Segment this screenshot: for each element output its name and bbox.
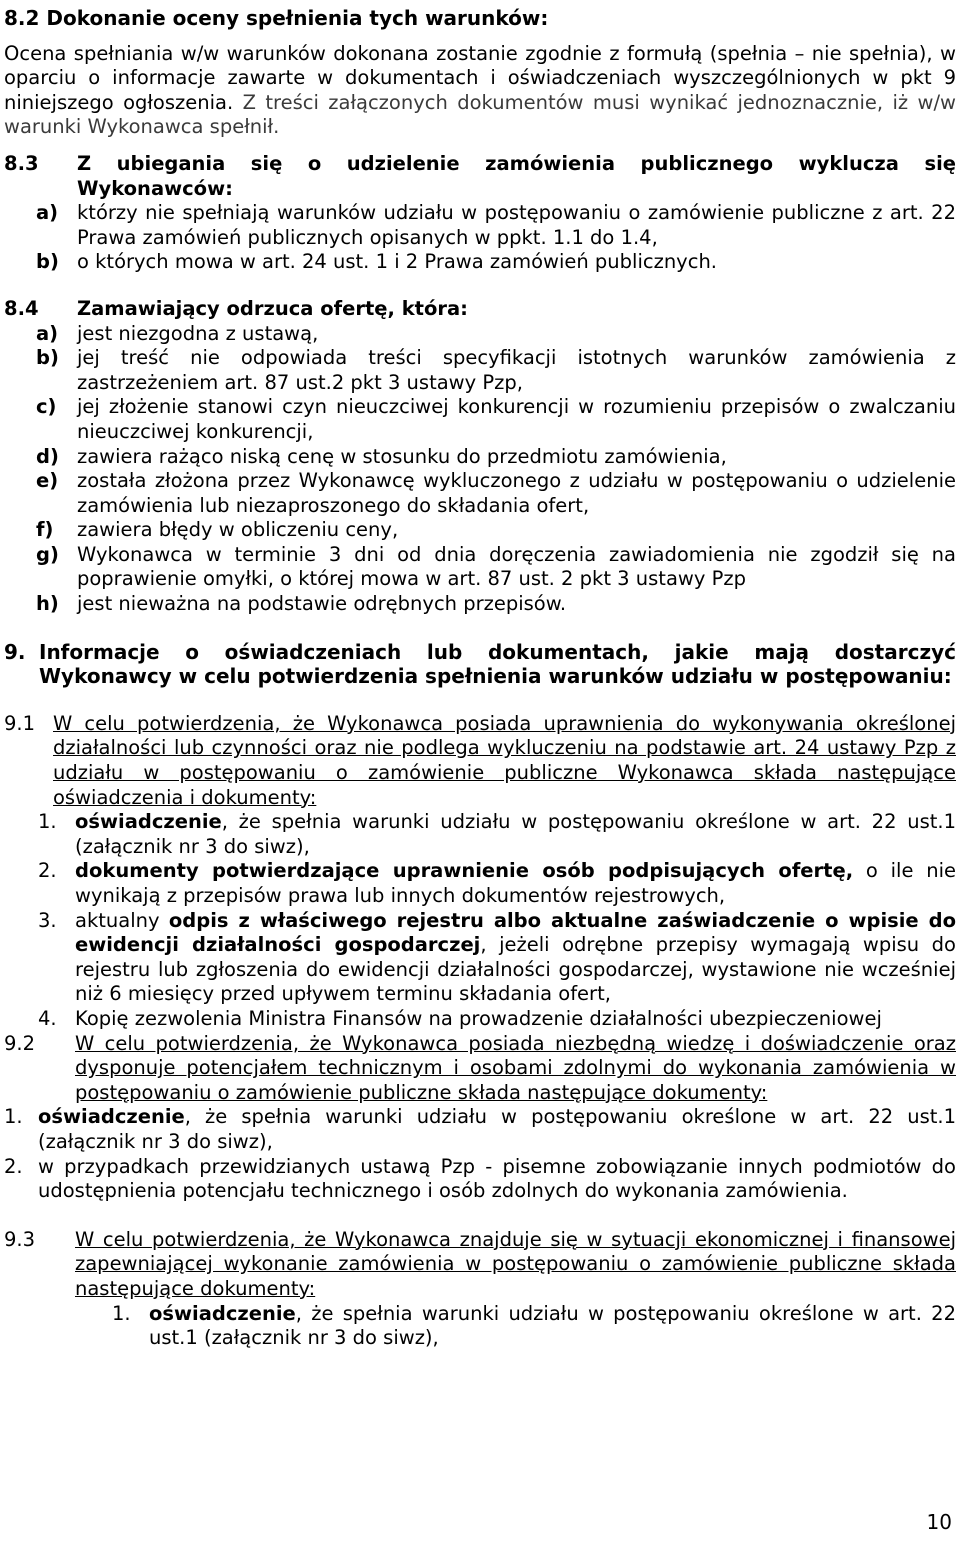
section-9-2-text: W celu potwierdzenia, że Wykonawca posiada niezbędną wiedzę i doświadczenie oraz dysponuje potencjałem technicznym i osobami zdolnymi do wykonania zamówienia w postępowaniu o zamówienie publiczne składa następujące dokumenty: <box>75 1031 956 1104</box>
list-item <box>4 592 956 617</box>
section-8-3 <box>4 152 956 275</box>
item-number: 4. <box>38 1006 57 1030</box>
item-text: , że spełnia warunki udziału w postępowaniu określone w art. 22 ust.1 (załącznik nr 3 do siwz), <box>149 1301 956 1350</box>
item-prefix: aktualny <box>75 908 169 932</box>
item-label: d) <box>36 444 59 468</box>
item-label: b) <box>36 250 59 274</box>
item-label: h) <box>36 592 59 616</box>
item-text: w przypadkach przewidzianych ustawą Pzp - pisemne zobowiązanie innych podmiotów do udostępnienia potencjału technicznego i osób zdolnych do wykonania zamówienia. <box>38 1154 956 1203</box>
item-text: , jeżeli odrębne przepisy wymagają wpisu do rejestru lub zgłoszenia do ewidencji działalności gospodarczej, wystawione nie wcześniej niż 6 miesięcy przed upływem terminu składania ofert, <box>75 933 956 1006</box>
section-9-1 <box>4 712 956 810</box>
section-8-4-title-text: Zamawiający odrzuca ofertę, która: <box>77 296 468 320</box>
item-bold: dokumenty potwierdzające uprawnienie osób podpisujących ofertę, <box>75 859 854 883</box>
item-text: jej treść nie odpowiada treści specyfikacji istotnych warunków zamówienia z zastrzeżeniem art. 87 ust.2 pkt 3 ustawy Pzp, <box>77 346 956 394</box>
item-number: 3. <box>38 908 57 932</box>
section-9-3-number: 9.3 <box>4 1227 36 1251</box>
item-text: jest nieważna na podstawie odrębnych przepisów. <box>77 592 567 616</box>
section-9-1-number: 9.1 <box>4 711 36 735</box>
section-8-3-number: 8.3 <box>4 151 39 175</box>
section-9-3 <box>4 1228 956 1302</box>
item-bold: oświadczenie <box>38 1105 185 1129</box>
list-item <box>4 322 956 347</box>
item-text: którzy nie spełniają warunków udziału w postępowaniu o zamówienie publiczne z art. 22 Prawa zamówień publicznych opisanych w ppkt. 1.1 do 1.4, <box>77 201 956 249</box>
item-text: , że spełnia warunki udziału w postępowaniu określone w art. 22 ust.1 (załącznik nr 3 do siwz), <box>75 810 956 858</box>
item-number: 2. <box>38 859 57 883</box>
item-text: , że spełnia warunki udziału w postępowaniu określone w art. 22 ust.1 (załącznik nr 3 do siwz), <box>38 1105 956 1153</box>
section-9-1-text: W celu potwierdzenia, że Wykonawca posiada uprawnienia do wykonywania określonej działalności lub czynności oraz nie podlega wykluczeniu na podstawie art. 24 ustawy Pzp z udziału w postępowaniu o zamówienie publiczne Wykonawca składa następujące oświadczenia i dokumenty: <box>53 711 956 809</box>
list-item <box>4 445 956 470</box>
item-text: o których mowa w art. 24 ust. 1 i 2 Prawa zamówień publicznych. <box>77 250 718 274</box>
section-8-4-number: 8.4 <box>4 296 39 320</box>
list-item <box>4 543 956 592</box>
section-8-3-title-text: Z ubiegania się o udzielenie zamówienia publicznego wyklucza się Wykonawców: <box>77 151 956 200</box>
item-number: 1. <box>112 1301 131 1325</box>
item-text: zawiera błędy w obliczeniu ceny, <box>77 518 399 542</box>
item-text: jej złożenie stanowi czyn nieuczciwej konkurencji w rozumieniu przepisów o zwalczaniu nieuczciwej konkurencji, <box>77 395 956 443</box>
item-label: f) <box>36 518 54 542</box>
list-item <box>4 469 956 518</box>
list-item <box>4 1007 956 1032</box>
item-text: została złożona przez Wykonawcę wykluczonego z udziału w postępowaniu o udzielenie zamówienia lub niezaproszonego do składania ofert, <box>77 469 956 517</box>
list-item <box>4 909 956 1007</box>
section-9-2-number: 9.2 <box>4 1031 36 1055</box>
section-9-2 <box>4 1032 956 1106</box>
list-item <box>4 859 956 908</box>
list-item <box>4 1155 956 1204</box>
item-number: 1. <box>38 810 57 834</box>
list-item <box>4 1105 956 1154</box>
list-item <box>4 810 956 859</box>
item-bold: oświadczenie <box>75 810 222 834</box>
section-8-2-paragraph <box>4 42 956 140</box>
item-label: a) <box>36 201 59 225</box>
list-item <box>4 395 956 444</box>
page-number: 10 <box>926 1510 952 1534</box>
section-8-4-title <box>4 297 956 322</box>
item-text: jest niezgodna z ustawą, <box>77 321 319 345</box>
list-item <box>4 518 956 543</box>
section-9-title: Informacje o oświadczeniach lub dokumentach, jakie mają dostarczyć Wykonawcy w celu potwierdzenia spełnienia warunków udziału w postępowaniu: <box>39 639 956 689</box>
item-label: a) <box>36 321 59 345</box>
list-item <box>4 250 956 275</box>
section-8-2-text-b: Z treści załączonych dokumentów musi wynikać jednoznacznie, iż w/w warunki Wykonawca spełnił. <box>4 90 956 139</box>
item-text: o ile nie wynikają z przepisów prawa lub innych dokumentów rejestrowych, <box>75 859 956 907</box>
section-9-number: 9. <box>4 639 26 664</box>
item-number: 2. <box>4 1154 23 1178</box>
item-label: b) <box>36 346 59 370</box>
section-8-2-text-a: Ocena spełniania w/w warunków dokonana zostanie zgodnie z formułą (spełnia – nie spełnia), w oparciu o informacje zawarte w dokumentach i oświadczeniach wyszczególnionych w pkt 9 niniejszego ogłoszenia. <box>4 41 956 114</box>
item-text: Wykonawca w terminie 3 dni od dnia doręczenia zawiadomienia nie zgodził się na poprawienie omyłki, o której mowa w art. 87 ust. 2 pkt 3 ustawy Pzp <box>77 542 956 591</box>
list-item <box>4 346 956 395</box>
item-text: zawiera rażąco niską cenę w stosunku do przedmiotu zamówienia, <box>77 444 727 468</box>
item-number: 1. <box>4 1105 23 1129</box>
item-label: c) <box>36 395 57 419</box>
item-text: Kopię zezwolenia Ministra Finansów na prowadzenie działalności ubezpieczeniowej <box>75 1006 882 1030</box>
list-item <box>4 1302 956 1351</box>
section-8-4 <box>4 297 956 617</box>
section-9-3-text: W celu potwierdzenia, że Wykonawca znajduje się w sytuacji ekonomicznej i finansowej zapewniającej wykonanie zamówienia w postępowaniu o zamówienie publiczne składa następujące dokumenty: <box>75 1227 956 1300</box>
item-label: g) <box>36 542 59 566</box>
section-9-heading <box>4 640 956 689</box>
section-8-3-title <box>4 152 956 201</box>
list-item <box>4 201 956 250</box>
item-bold: odpis z właściwego rejestru albo aktualne zaświadczenie o wpisie do ewidencji działalności gospodarczej <box>75 908 956 957</box>
section-8-2-heading: 8.2 Dokonanie oceny spełnienia tych warunków: <box>4 6 549 30</box>
item-bold: oświadczenie <box>149 1301 296 1325</box>
item-label: e) <box>36 469 59 493</box>
